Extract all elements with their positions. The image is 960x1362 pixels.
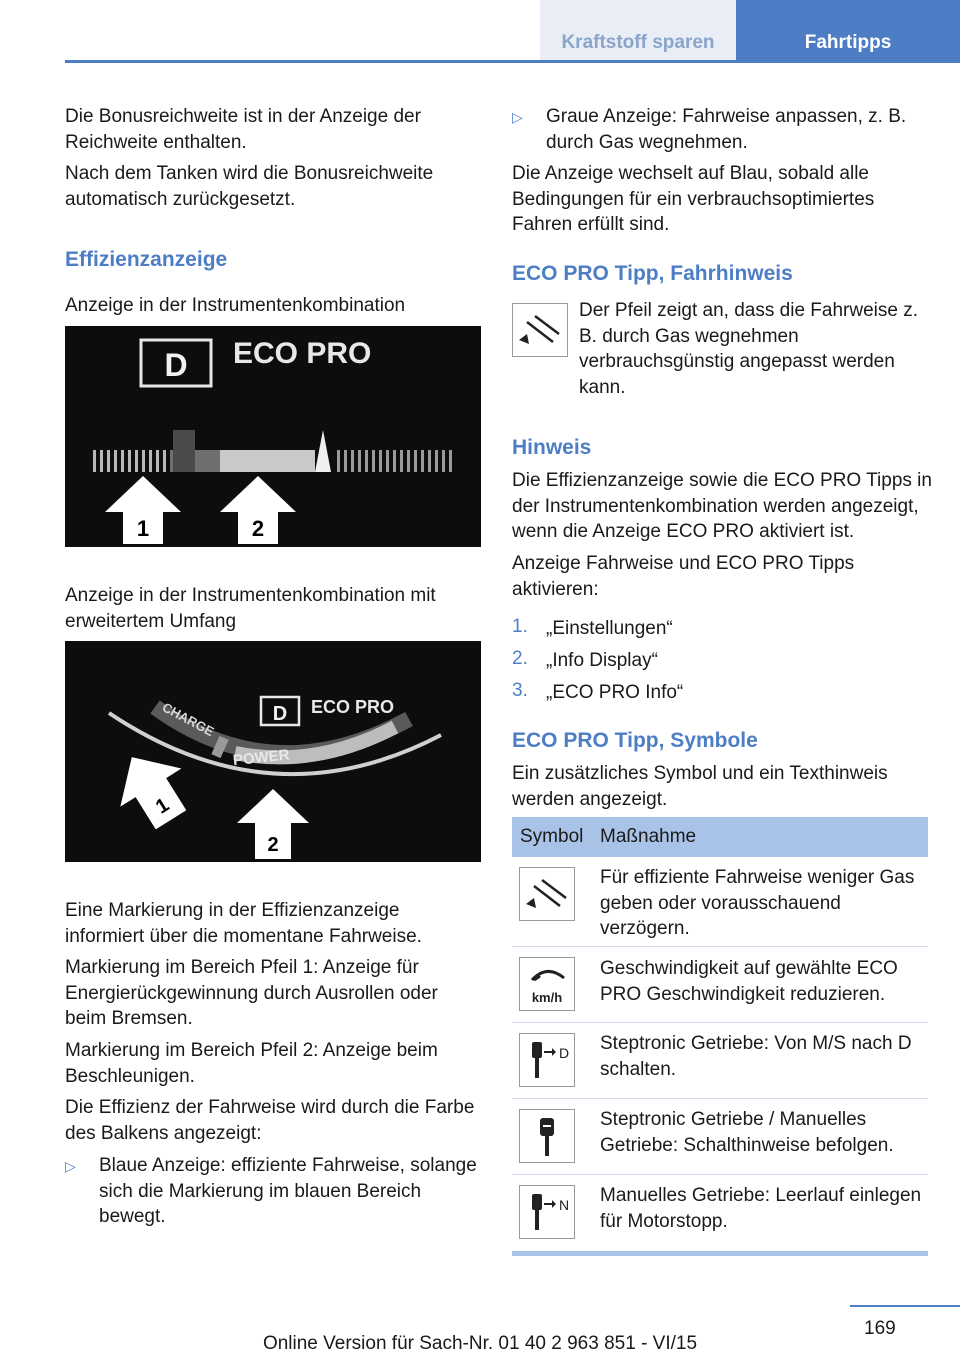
step-number: 2. <box>512 648 528 669</box>
fig2-gear: D <box>272 703 288 725</box>
fig2-arrow-1-label: 1 <box>151 793 174 819</box>
step-text: „ECO PRO Info“ <box>546 682 684 703</box>
heading-hinweis: Hinweis <box>512 436 592 459</box>
header-rule <box>65 60 960 63</box>
table-row-divider <box>512 1098 928 1099</box>
bullet-blue-display: Blaue Anzeige: effiziente Fahrweise, solange sich die Markierung im blauen Bereich bewegt. <box>99 1155 477 1228</box>
paragraph-display-cluster: Anzeige in der Instrumentenkombination <box>65 295 406 316</box>
table-row-text: Steptronic Getriebe: Von M/S nach D schalten. <box>600 1033 912 1080</box>
fig2-eco-pro: ECO PRO <box>311 697 395 717</box>
table-row-text: Steptronic Getriebe / Manuelles Getriebe: Schalthinweise befolgen. <box>600 1109 894 1156</box>
efficiency-display-extended-figure <box>65 641 481 862</box>
efficiency-display-extended-graphic <box>65 641 481 862</box>
table-row-text: Geschwindigkeit auf gewählte ECO PRO Geschwindigkeit reduzieren. <box>600 958 898 1005</box>
efficiency-display-figure <box>65 326 481 547</box>
paragraph-hinweis: Die Effizienzanzeige sowie die ECO PRO Tipps in der Instrumentenkombination werden angezeigt, wenn die Anzeige ECO PRO aktiviert ist. <box>512 470 932 543</box>
efficiency-display-graphic <box>65 326 481 547</box>
paragraph-arrow-2: Markierung im Bereich Pfeil 2: Anzeige beim Beschleunigen. <box>65 1040 438 1087</box>
table-row-divider <box>512 1022 928 1023</box>
step-number: 1. <box>512 616 528 637</box>
footer-online-version: Online Version für Sach-Nr. 01 40 2 963 851 - VI/15 <box>262 1333 698 1354</box>
paragraph-symbole: Ein zusätzliches Symbol und ein Texthinweis werden angezeigt. <box>512 763 888 810</box>
paragraph-marking: Eine Markierung in der Effizienzanzeige informiert über die momentane Fahrweise. <box>65 900 422 947</box>
table-header <box>512 817 928 857</box>
heading-symbole: ECO PRO Tipp, Symbole <box>512 729 758 752</box>
gear-lever-d-icon <box>519 1033 575 1087</box>
page-number: 169 <box>864 1318 896 1339</box>
gear-lever-d-label: D <box>558 1045 570 1061</box>
bullet-marker: ▷ <box>65 1158 76 1174</box>
gear-lever-n-label: N <box>558 1197 570 1213</box>
fig2-power: POWER <box>232 746 291 770</box>
step-text: „Einstellungen“ <box>546 618 673 639</box>
gear-lever-icon <box>519 1109 575 1163</box>
paragraph-switch-blue: Die Anzeige wechselt auf Blau, sobald alle Bedingungen für ein verbrauchsoptimiertes Fahren erfüllt sind. <box>512 163 875 236</box>
paragraph-arrow-1: Markierung im Bereich Pfeil 1: Anzeige für Energierückgewinnung durch Ausrollen oder beim Bremsen. <box>65 957 438 1030</box>
header-chapter-tab[interactable]: Fahrtipps <box>736 0 960 62</box>
table-row-divider <box>512 1174 928 1175</box>
paragraph-bonus-range: Die Bonusreichweite ist in der Anzeige der Reichweite enthalten. <box>65 106 421 153</box>
footer-rule <box>850 1305 960 1307</box>
table-end-rule <box>512 1251 928 1256</box>
speedometer-label: km/h <box>531 990 563 1005</box>
page-header <box>0 0 960 62</box>
paragraph-extended-display: Anzeige in der Instrumentenkombination mit erweitertem Umfang <box>65 585 436 632</box>
step-number: 3. <box>512 680 528 701</box>
fig1-arrow-1-label: 1 <box>136 516 150 541</box>
fig1-gear: D <box>164 347 188 383</box>
fig1-eco-pro: ECO PRO <box>233 337 372 370</box>
bullet-grey-display: Graue Anzeige: Fahrweise anpassen, z. B. durch Gas wegnehmen. <box>546 106 907 153</box>
foot-off-pedal-icon <box>519 867 575 921</box>
table-header-action: Maßnahme <box>600 826 697 847</box>
speedometer-icon <box>519 957 575 1011</box>
table-row-text: Manuelles Getriebe: Leerlauf einlegen für Motorstopp. <box>600 1185 922 1232</box>
paragraph-activate: Anzeige Fahrweise und ECO PRO Tipps aktivieren: <box>512 553 855 600</box>
gear-lever-n-icon <box>519 1185 575 1239</box>
paragraph-efficiency-color: Die Effizienz der Fahrweise wird durch die Farbe des Balkens angezeigt: <box>65 1097 475 1144</box>
paragraph-reset: Nach dem Tanken wird die Bonusreichweite automatisch zurückgesetzt. <box>65 163 434 210</box>
table-row-divider <box>512 946 928 947</box>
table-header-symbol: Symbol <box>520 826 584 847</box>
step-text: „Info Display“ <box>546 650 658 671</box>
table-row-text: Für effiziente Fahrweise weniger Gas geben oder vorausschauend verzögern. <box>600 867 915 940</box>
foot-off-pedal-icon <box>512 303 568 357</box>
paragraph-tipp-text: Der Pfeil zeigt an, dass die Fahrweise z. B. durch Gas wegnehmen verbrauchsgünstig angepasst werden kann. <box>579 300 918 398</box>
heading-eco-pro-tipp: ECO PRO Tipp, Fahrhinweis <box>512 262 793 285</box>
heading-effizienzanzeige: Effizienzanzeige <box>65 248 228 271</box>
fig2-charge: CHARGE <box>159 699 217 740</box>
header-section-tab[interactable]: Kraftstoff sparen <box>540 0 736 62</box>
fig1-arrow-2-label: 2 <box>251 516 265 541</box>
fig2-arrow-2-label: 2 <box>267 834 279 856</box>
bullet-marker: ▷ <box>512 109 523 125</box>
